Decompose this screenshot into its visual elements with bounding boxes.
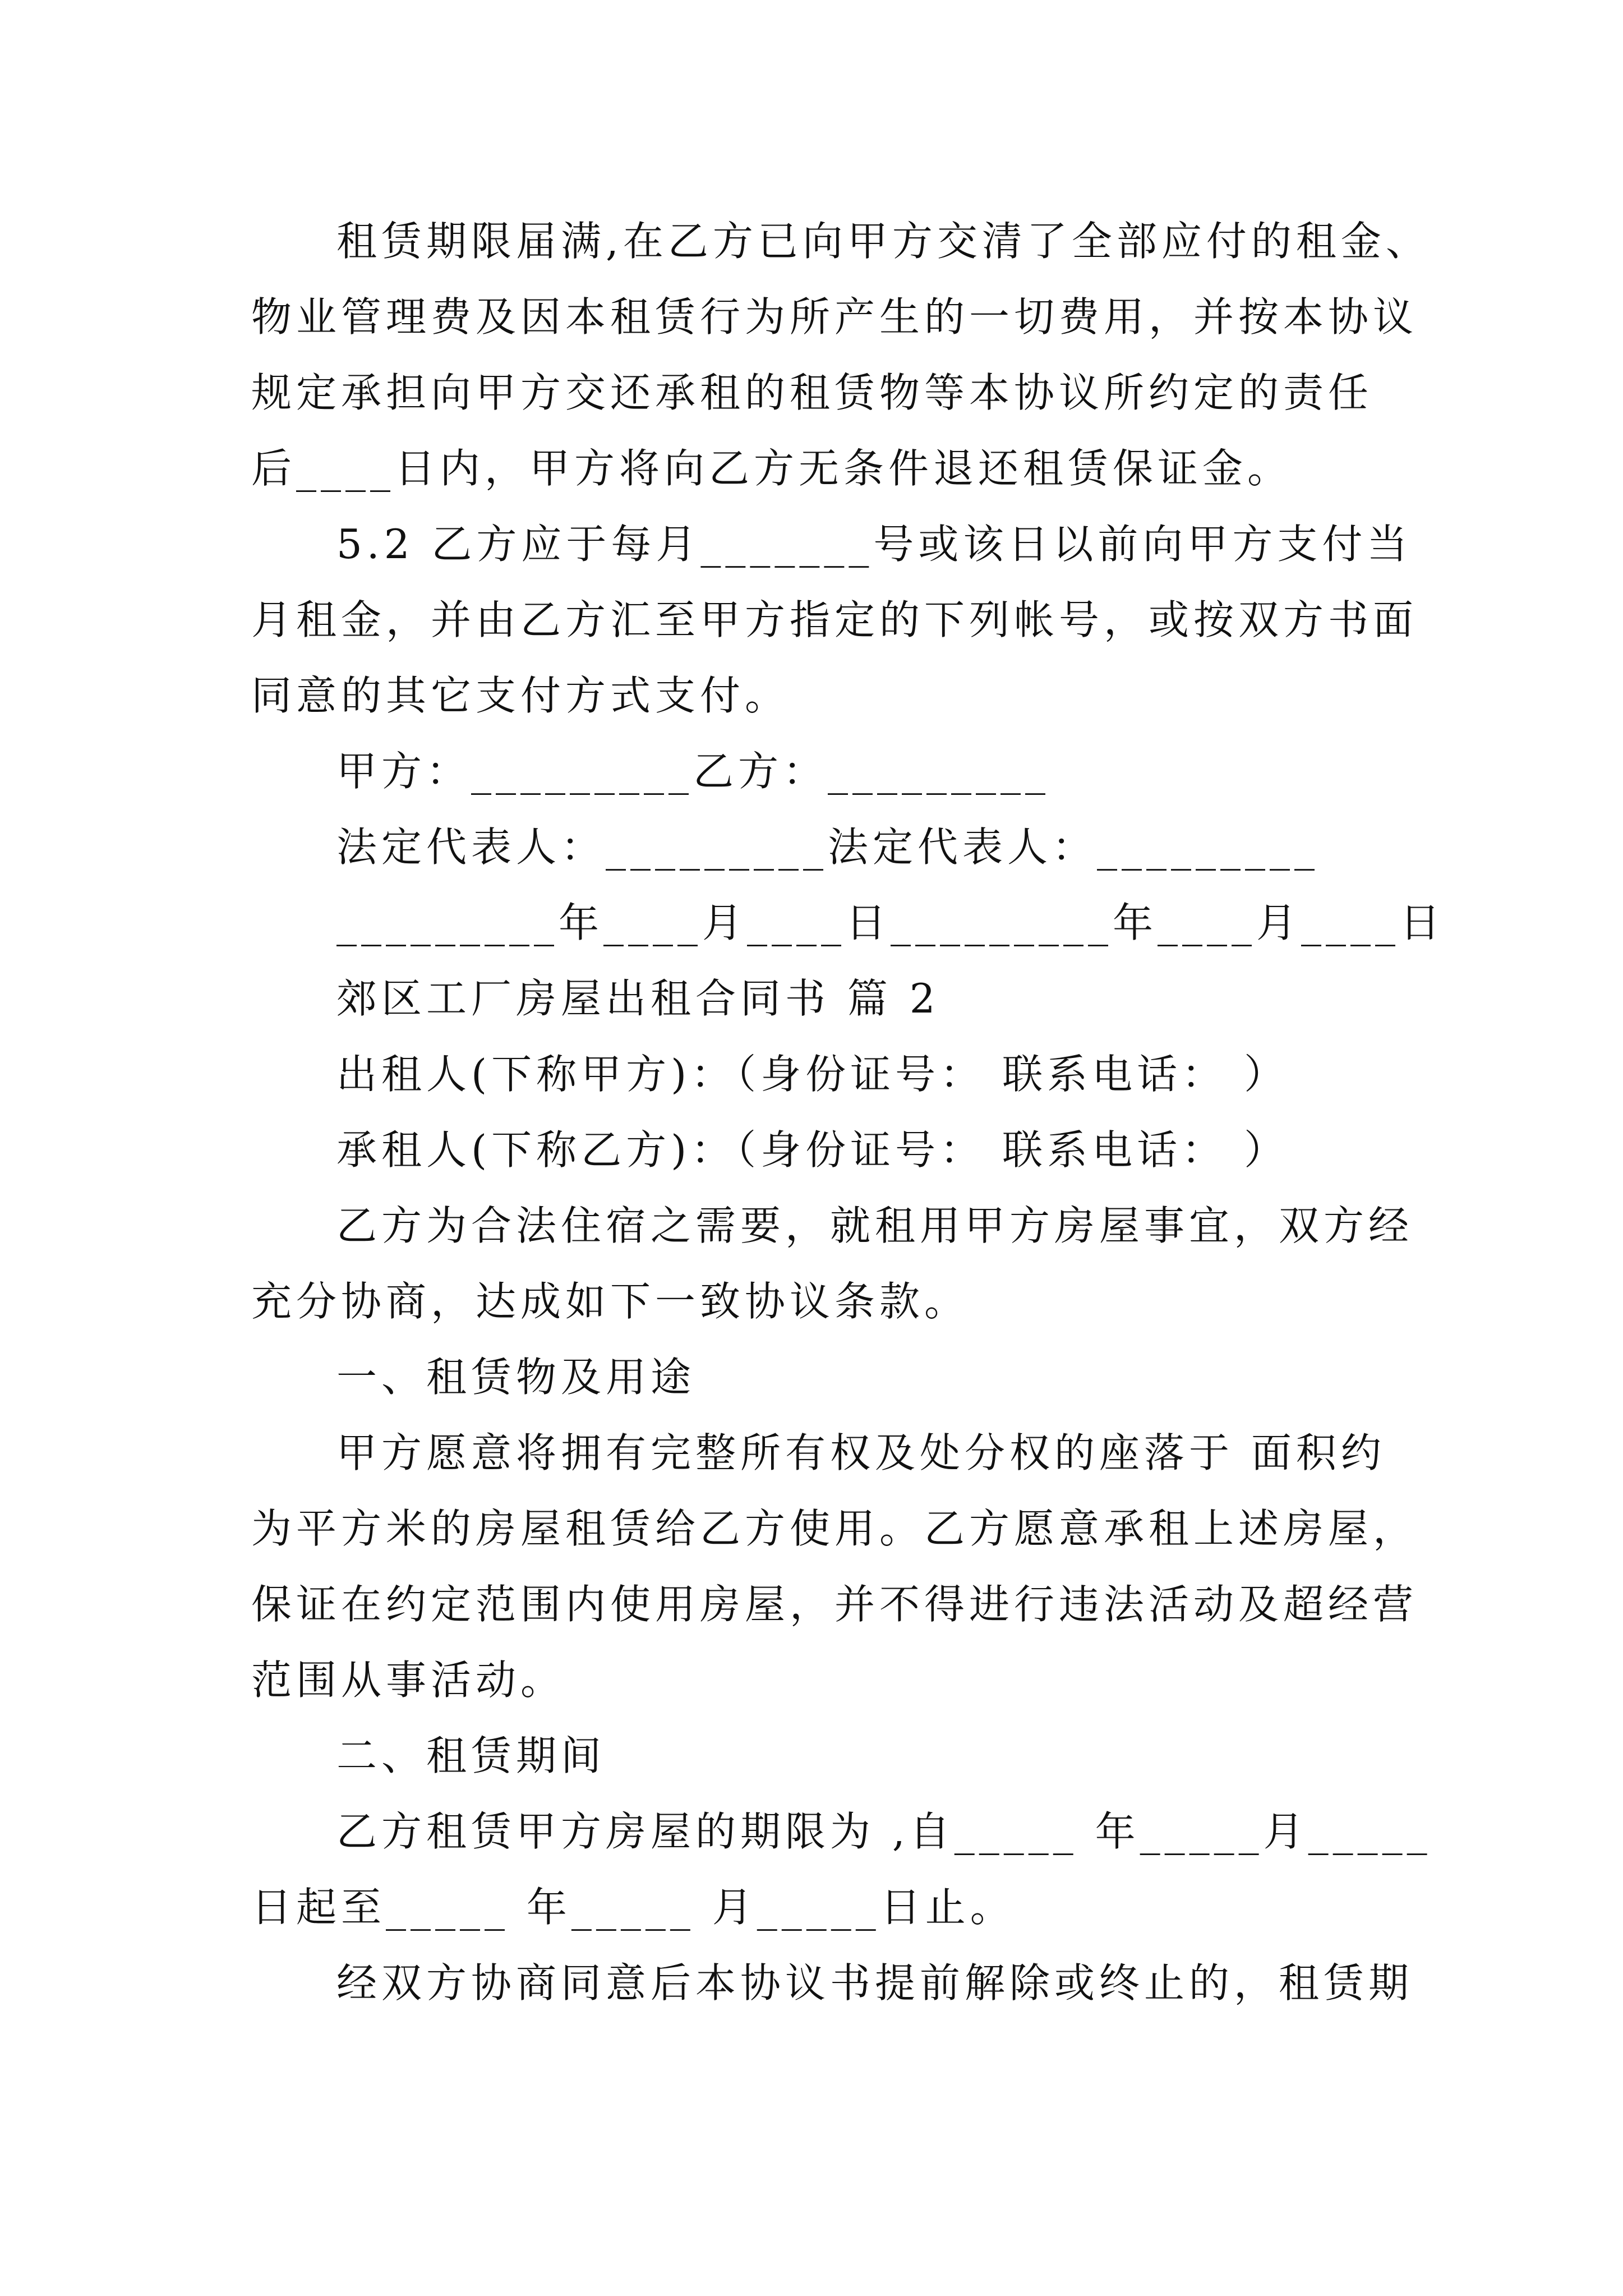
signature-party-line: 甲方：_________乙方：_________ xyxy=(336,748,1050,795)
paragraph-line: 充分协商，达成如下一致协议条款。 xyxy=(251,1278,970,1325)
paragraph-line: 租赁期限届满,在乙方已向甲方交清了全部应付的租金、 xyxy=(336,218,1431,265)
paragraph-line: 为平方米的房屋租赁给乙方使用。乙方愿意承租上述房屋， xyxy=(251,1505,1418,1552)
signature-representative-line: 法定代表人：_________法定代表人：_________ xyxy=(336,823,1320,871)
paragraph-line: 同意的其它支付方式支付。 xyxy=(251,672,790,719)
paragraph-line: 保证在约定范围内使用房屋，并不得进行违法活动及超经营 xyxy=(251,1581,1418,1628)
paragraph-line: 经双方协商同意后本协议书提前解除或终止的，租赁期 xyxy=(336,1959,1414,2007)
signature-date-line: _________年____月____日_________年____月____日 xyxy=(336,899,1445,946)
section-title: 郊区工厂房屋出租合同书 篇 2 xyxy=(336,975,940,1022)
paragraph-line: 乙方租赁甲方房屋的期限为 ,自_____ 年_____月_____ xyxy=(336,1808,1432,1855)
lessee-line: 承租人(下称乙方)：（身份证号： 联系电话： ） xyxy=(336,1126,1289,1174)
paragraph-line: 物业管理费及因本租赁行为所产生的一切费用，并按本协议 xyxy=(251,293,1418,341)
paragraph-line: 日起至_____ 年_____ 月_____日止。 xyxy=(251,1884,1015,1931)
paragraph-line: 甲方愿意将拥有完整所有权及处分权的座落于 面积约 xyxy=(336,1429,1386,1476)
paragraph-line: 规定承担向甲方交还承租的租赁物等本协议所约定的责任 xyxy=(251,369,1373,416)
paragraph-line: 月租金，并由乙方汇至甲方指定的下列帐号，或按双方书面 xyxy=(251,596,1418,643)
paragraph-line: 后____日内，甲方将向乙方无条件退还租赁保证金。 xyxy=(251,445,1293,492)
paragraph-line: 5.2 乙方应于每月_______号或该日以前向甲方支付当 xyxy=(336,521,1412,568)
lessor-line: 出租人(下称甲方)：（身份证号： 联系电话： ） xyxy=(336,1051,1289,1098)
paragraph-line: 乙方为合法住宿之需要，就租用甲方房屋事宜，双方经 xyxy=(336,1202,1414,1249)
paragraph-line: 范围从事活动。 xyxy=(251,1657,566,1704)
clause-heading: 一、租赁物及用途 xyxy=(336,1354,696,1401)
clause-heading: 二、租赁期间 xyxy=(336,1732,606,1779)
